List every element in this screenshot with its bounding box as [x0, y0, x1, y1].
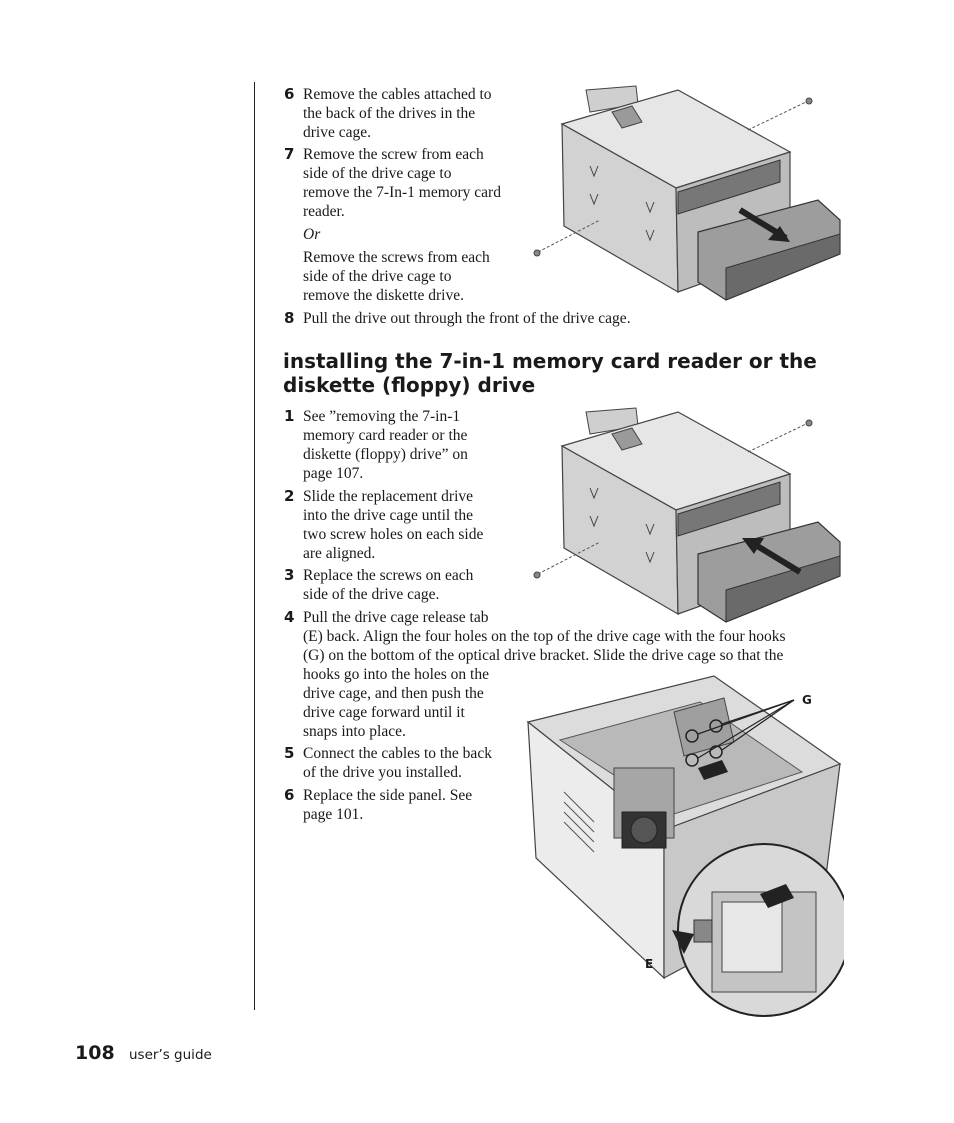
running-title: user’s guide	[129, 1047, 212, 1063]
step-text: Replace the side panel. See page 101.	[303, 787, 473, 823]
drive-installation-illustration	[528, 404, 844, 626]
drive-removal-illustration	[528, 82, 844, 304]
margin-rule	[254, 82, 255, 1010]
step-number: 6	[284, 85, 295, 103]
page-number: 108	[75, 1042, 115, 1064]
step-text: Remove the screw from each side of the drive cage to remove the 7-In-1 memory card reader.	[303, 146, 501, 220]
step-number: 7	[284, 145, 295, 163]
step-number: 4	[284, 608, 295, 626]
callout-hooks-g: G	[802, 693, 812, 707]
step-number: 1	[284, 407, 295, 425]
step-number: 6	[284, 786, 295, 804]
section-heading: installing the 7-in-1 memory card reader or the diskette (floppy) drive	[283, 349, 817, 397]
step-text: Remove the cables attached to the back of the drives in the drive cage.	[303, 86, 492, 141]
or-label: Or	[303, 226, 321, 243]
step-text: Connect the cables to the back of the drive you installed.	[303, 745, 492, 781]
step-text: Pull the drive out through the front of the drive cage.	[303, 310, 631, 327]
step-number: 5	[284, 744, 295, 762]
step-number: 3	[284, 566, 295, 584]
step-text: Pull the drive cage release tab (E) back. Align the four holes on the top of the drive cage with the four hooks (G) on the bottom of the optical drive bracket. Slide the drive cage so that the hooks go into the holes on the drive cage, and then push the drive cage forward until it snaps into place.	[303, 609, 786, 740]
step-number: 2	[284, 487, 295, 505]
step-number: 8	[284, 309, 295, 327]
step-text: See ”removing the 7-in-1 memory card reader or the diskette (floppy) drive” on page 107.	[303, 408, 468, 482]
alt-step-text: Remove the screws from each side of the drive cage to remove the diskette drive.	[303, 249, 490, 304]
step-text: Slide the replacement drive into the drive cage until the two screw holes on each side are aligned.	[303, 488, 484, 562]
step-text: Replace the screws on each side of the drive cage.	[303, 567, 474, 603]
callout-release-tab-e: E	[645, 957, 654, 971]
chassis-cage-installation-illustration	[524, 672, 844, 1018]
